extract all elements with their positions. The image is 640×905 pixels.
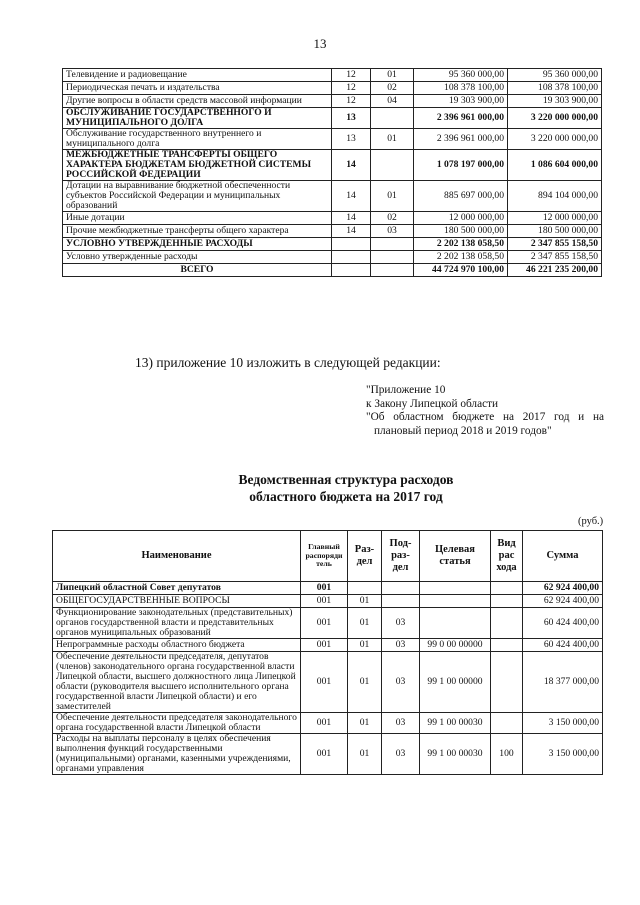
row-name: Дотации на выравнивание бюджетной обеспеченности субъектов Российской Федерации и муниципальных образований [63, 181, 332, 212]
appendix-line-4: плановый период 2018 и 2019 годов" [374, 424, 552, 437]
table-row [63, 238, 602, 251]
row-amount-2019: 180 500 000,00 [508, 225, 602, 238]
row-subsection: 04 [371, 95, 414, 108]
table-row [63, 108, 602, 129]
row-name: Обслуживание государственного внутреннего и муниципального долга [63, 129, 332, 150]
row-amount-2019: 95 360 000,00 [508, 69, 602, 82]
row-expense-type: 100 [491, 734, 523, 775]
header-subsection: Под- раз- дел [382, 531, 420, 582]
row-section: 12 [332, 95, 371, 108]
table-row [63, 225, 602, 238]
table-row [63, 212, 602, 225]
row-sum: 18 377 000,00 [523, 652, 603, 713]
appendix-line-3: "Об областном бюджете на 2017 год и на [366, 411, 604, 423]
table-header-row [53, 531, 603, 582]
row-subsection: 03 [382, 608, 420, 639]
row-amount-2019: 2 347 855 158,50 [508, 238, 602, 251]
row-name: Непрограммные расходы областного бюджета [53, 639, 301, 652]
row-target-article [420, 582, 491, 595]
title-line-2: областного бюджета на 2017 год [249, 489, 443, 504]
row-chief-administrator: 001 [301, 639, 348, 652]
table-row [63, 129, 602, 150]
row-section: 14 [332, 150, 371, 181]
row-amount-2018: 2 202 138 058,50 [414, 238, 508, 251]
row-subsection [382, 595, 420, 608]
table-row [63, 181, 602, 212]
row-target-article: 99 1 00 00030 [420, 713, 491, 734]
row-expense-type [491, 652, 523, 713]
row-chief-administrator: 001 [301, 734, 348, 775]
row-subsection [371, 238, 414, 251]
budget-table-2018-2019 [62, 68, 602, 277]
row-name: ОБЩЕГОСУДАРСТВЕННЫЕ ВОПРОСЫ [53, 595, 301, 608]
table-row [63, 95, 602, 108]
table-row [53, 713, 603, 734]
row-section [332, 251, 371, 264]
header-chief-administrator: Главный распоряди тель [301, 531, 348, 582]
table-row [63, 251, 602, 264]
row-amount-2019: 2 347 855 158,50 [508, 251, 602, 264]
row-amount-2018: 95 360 000,00 [414, 69, 508, 82]
total-label: ВСЕГО [63, 264, 332, 277]
row-amount-2019: 19 303 900,00 [508, 95, 602, 108]
total-amount-2019: 46 221 235 200,00 [508, 264, 602, 277]
table-row [53, 595, 603, 608]
row-name: Прочие межбюджетные трансферты общего характера [63, 225, 332, 238]
row-target-article [420, 608, 491, 639]
row-amount-2019: 1 086 604 000,00 [508, 150, 602, 181]
row-sum: 62 924 400,00 [523, 582, 603, 595]
row-chief-administrator: 001 [301, 713, 348, 734]
row-sum: 60 424 400,00 [523, 608, 603, 639]
row-amount-2018: 1 078 197 000,00 [414, 150, 508, 181]
row-section: 01 [348, 652, 382, 713]
row-chief-administrator: 001 [301, 652, 348, 713]
document-title [0, 471, 640, 505]
row-target-article: 99 1 00 00030 [420, 734, 491, 775]
row-chief-administrator: 001 [301, 582, 348, 595]
row-section [348, 582, 382, 595]
row-chief-administrator: 001 [301, 595, 348, 608]
row-name: Функционирование законодательных (представительных) органов государственной власти и представительных органов муниципальных образований [53, 608, 301, 639]
header-name: Наименование [53, 531, 301, 582]
row-name: Телевидение и радиовещание [63, 69, 332, 82]
row-section: 01 [348, 608, 382, 639]
row-expense-type [491, 582, 523, 595]
row-sum: 60 424 400,00 [523, 639, 603, 652]
row-amount-2018: 2 202 138 058,50 [414, 251, 508, 264]
row-subsection [371, 108, 414, 129]
row-amount-2018: 180 500 000,00 [414, 225, 508, 238]
row-subsection [382, 582, 420, 595]
table-row [53, 582, 603, 595]
row-section: 12 [332, 69, 371, 82]
row-amount-2019: 3 220 000 000,00 [508, 108, 602, 129]
row-amount-2019: 894 104 000,00 [508, 181, 602, 212]
total-row [63, 264, 602, 277]
row-section: 13 [332, 108, 371, 129]
table-row [63, 69, 602, 82]
row-amount-2018: 885 697 000,00 [414, 181, 508, 212]
row-name: УСЛОВНО УТВЕРЖДЕННЫЕ РАСХОДЫ [63, 238, 332, 251]
row-sum: 62 924 400,00 [523, 595, 603, 608]
row-amount-2019: 12 000 000,00 [508, 212, 602, 225]
row-section: 01 [348, 595, 382, 608]
table-row [63, 150, 602, 181]
row-name: Обеспечение деятельности председателя законодательного органа государственной власти Липецкой области [53, 713, 301, 734]
header-sum: Сумма [523, 531, 603, 582]
row-section: 01 [348, 639, 382, 652]
row-target-article: 99 1 00 00000 [420, 652, 491, 713]
row-subsection: 01 [371, 69, 414, 82]
row-name: МЕЖБЮДЖЕТНЫЕ ТРАНСФЕРТЫ ОБЩЕГО ХАРАКТЕРА БЮДЖЕТАМ БЮДЖЕТНОЙ СИСТЕМЫ РОССИЙСКОЙ ФЕДЕРАЦИИ [63, 150, 332, 181]
row-subsection: 02 [371, 212, 414, 225]
row-expense-type [491, 639, 523, 652]
row-subsection: 01 [371, 181, 414, 212]
header-section: Раз- дел [348, 531, 382, 582]
row-name: Условно утвержденные расходы [63, 251, 332, 264]
row-amount-2019: 108 378 100,00 [508, 82, 602, 95]
row-expense-type [491, 713, 523, 734]
row-subsection: 03 [382, 734, 420, 775]
row-subsection: 03 [371, 225, 414, 238]
row-section: 13 [332, 129, 371, 150]
amendment-item-13: 13) приложение 10 изложить в следующей редакции: [135, 355, 441, 370]
title-line-1: Ведомственная структура расходов [238, 472, 454, 487]
row-target-article: 99 0 00 00000 [420, 639, 491, 652]
row-chief-administrator: 001 [301, 608, 348, 639]
row-expense-type [491, 608, 523, 639]
row-name: Липецкий областной Совет депутатов [53, 582, 301, 595]
row-target-article [420, 595, 491, 608]
row-subsection: 03 [382, 639, 420, 652]
row-subsection [371, 150, 414, 181]
row-amount-2018: 108 378 100,00 [414, 82, 508, 95]
currency-unit: (руб.) [578, 516, 604, 527]
row-name: Иные дотации [63, 212, 332, 225]
row-section: 14 [332, 181, 371, 212]
appendix-header [366, 384, 604, 438]
row-section: 14 [332, 212, 371, 225]
row-name: Другие вопросы в области средств массовой информации [63, 95, 332, 108]
row-name: ОБСЛУЖИВАНИЕ ГОСУДАРСТВЕННОГО И МУНИЦИПАЛЬНОГО ДОЛГА [63, 108, 332, 129]
total-empty-subsection [371, 264, 414, 277]
appendix-line-2: к Закону Липецкой области [366, 397, 499, 410]
row-name: Расходы на выплаты персоналу в целях обеспечения выполнения функций государственными (муниципальными) органами, казенными учреждениями, органами управления [53, 734, 301, 775]
row-section: 01 [348, 734, 382, 775]
page-number: 13 [313, 36, 327, 51]
row-amount-2019: 3 220 000 000,00 [508, 129, 602, 150]
row-sum: 3 150 000,00 [523, 734, 603, 775]
row-subsection: 03 [382, 652, 420, 713]
departmental-structure-table [52, 530, 603, 775]
header-expense-type: Вид рас хода [491, 531, 523, 582]
row-subsection: 01 [371, 129, 414, 150]
appendix-line-1: "Приложение 10 [366, 384, 446, 396]
table-row [53, 608, 603, 639]
row-sum: 3 150 000,00 [523, 713, 603, 734]
table-row [53, 734, 603, 775]
row-name: Периодическая печать и издательства [63, 82, 332, 95]
row-amount-2018: 2 396 961 000,00 [414, 129, 508, 150]
row-subsection [371, 251, 414, 264]
row-section: 12 [332, 82, 371, 95]
table-row [53, 639, 603, 652]
header-target-article: Целевая статья [420, 531, 491, 582]
row-amount-2018: 19 303 900,00 [414, 95, 508, 108]
row-amount-2018: 2 396 961 000,00 [414, 108, 508, 129]
table-row [63, 82, 602, 95]
row-name: Обеспечение деятельности председателя, депутатов (членов) законодательного органа государственной власти Липецкой области, высшего должностного лица Липецкой области (руководителя высшего исполнительного органа государственной власти Липецкой области) и его заместителей [53, 652, 301, 713]
row-subsection: 02 [371, 82, 414, 95]
row-amount-2018: 12 000 000,00 [414, 212, 508, 225]
row-section [332, 238, 371, 251]
row-section: 01 [348, 713, 382, 734]
row-expense-type [491, 595, 523, 608]
total-amount-2018: 44 724 970 100,00 [414, 264, 508, 277]
row-subsection: 03 [382, 713, 420, 734]
table-row [53, 652, 603, 713]
row-section: 14 [332, 225, 371, 238]
total-empty-section [332, 264, 371, 277]
